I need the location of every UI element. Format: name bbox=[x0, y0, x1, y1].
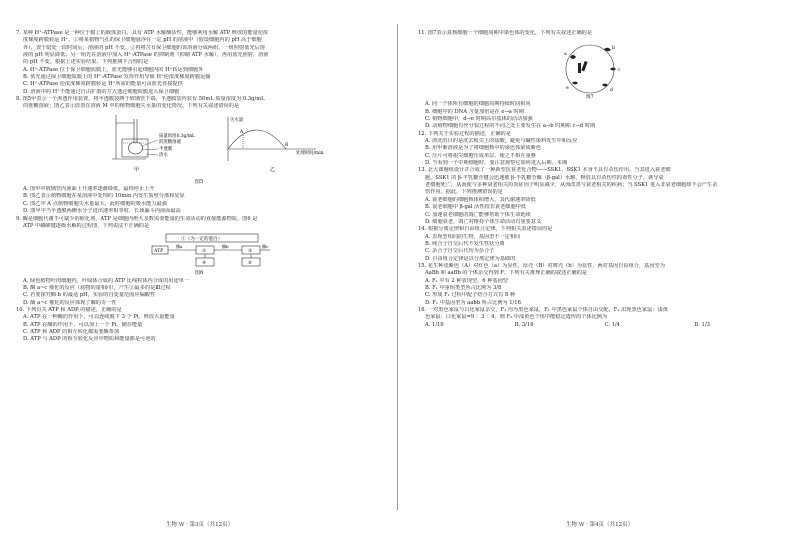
q16-option-c: C. 1/4 bbox=[604, 321, 620, 328]
box-1: ①（为一定的蛋白） bbox=[181, 237, 223, 243]
q14-option: D. 自由组合定律是以分离定律为基础的 bbox=[425, 255, 516, 262]
question-9 bbox=[16, 216, 382, 307]
q15-line: AaBb 和 aaBb 的个体杂交得到 F，下列有关推理正确的叙述正确的是 bbox=[425, 270, 587, 277]
q14-option: A. 表现型相同的生物，基因型不一定相同 bbox=[425, 233, 521, 240]
node-5: ⑤ bbox=[248, 261, 253, 267]
q15-option: A. F₁ 中有 2 种表现型，6 种基因型 bbox=[425, 277, 508, 284]
question-12 bbox=[418, 131, 784, 168]
q14-option: C. 杂合子自交后代均为杂合子 bbox=[425, 248, 495, 255]
q9-option: C. 若要探究酶 b 的最适 pH，实验的自变量范围应偏酸性 bbox=[23, 292, 156, 299]
q8-option: D. 图甲中当半透膜两侧水分子进出速率相等时，长颈漏斗内液面最高 bbox=[23, 208, 181, 215]
figure-5-caption: 图5 bbox=[194, 178, 204, 185]
q7-line: 7. 某种 H⁺-ATPase 是一种位于膜上的载体蛋白，具有 ATP 水解酶活性，能够利用水解 ATP 释放的能量逆浓 bbox=[16, 30, 269, 36]
q10-option: A. ATP 在一种酶的作用下，可以连续脱下 3 个 Pi，释放大量能量 bbox=[23, 314, 175, 321]
q12-line: 12. 下列关于实验过程的描述，正确的是 bbox=[418, 130, 511, 137]
figure-7-drawing bbox=[418, 39, 784, 99]
figure-5 bbox=[16, 113, 382, 177]
q10-line: 10. 下列有关 ATP 和 ADP 的描述，正确的是 bbox=[16, 306, 122, 313]
q13-option: B. 衰老细胞中 β-gal 活性较非衰老细胞中低 bbox=[425, 204, 527, 211]
x-axis-label: 处理时间/min bbox=[296, 150, 324, 156]
q11-option: D. 动植物细胞有丝分裂过程的不同之处主要发生在 a→b 时期和 c→d 时期 bbox=[425, 123, 596, 130]
q13-line: 老细胞死亡，从而使与多种衰老相关的炎症因子明显减少，从而改善与衰老相关的疾病；当 SSK1 进入非衰老细胞却不会产生杀 bbox=[425, 182, 718, 189]
q9-line: ATP 中磷酸键逐级水解的过程图，下列说法不正确的是 bbox=[23, 222, 150, 229]
enzyme-a: 酶a bbox=[176, 244, 183, 250]
label-jia: 甲 bbox=[134, 166, 140, 173]
q15-line: 15. 花生种皮紫色（A）对红色（a）为显性，厚壳（B）对薄壳（b）为显性，两对基因自由组合，基因型为 bbox=[418, 262, 665, 269]
q9-option: D. 酶 a~c 催化的反应体现了酶的专一性 bbox=[23, 299, 117, 306]
q10-option: B. ATP 在酶的作用下，可以加上一个 Pi，储存能量 bbox=[23, 321, 143, 328]
q7-option: A. H⁺-ATPase 位于保卫细胞质膜上，蓝光能够引起细胞内的 H⁺转运到细胞外 bbox=[23, 66, 204, 73]
question-11 bbox=[418, 30, 784, 131]
figure-6 bbox=[16, 232, 382, 268]
stage-b: b bbox=[612, 46, 615, 52]
q8-line: 8. 图5甲表示一个渗透作用装置，将半透膜袋缚于玻璃管下端，半透膜袋内装有 50mL 质量浓度为 0.3g/mL bbox=[16, 96, 265, 103]
question-10 bbox=[16, 307, 382, 344]
point-b: B bbox=[285, 142, 289, 148]
q12-option: A. 漂洗的目的是洗去根尖上的盐酸，避免与碱性染料发生中和反应 bbox=[425, 138, 578, 145]
left-column bbox=[16, 30, 382, 344]
q13-option: C. 加速衰老细胞的凋亡能够帮助个体生命延续 bbox=[425, 211, 531, 218]
question-14 bbox=[418, 226, 784, 263]
q14-option: B. 纯合子自交后代不发生性状分离 bbox=[425, 240, 505, 247]
page-divider bbox=[397, 24, 398, 510]
q7-option: B. 蓝光通过保卫细胞质膜上的 H⁺-ATPase 发挥作用导致 H⁺逆浓度梯度跨膜运输 bbox=[23, 74, 211, 81]
node-3: ③ bbox=[248, 249, 253, 255]
q8-option: A. 图甲中玻璃管内液面上升速率逐渐降低，最终停止上升 bbox=[23, 186, 155, 193]
legend-water: 清水 bbox=[159, 152, 168, 158]
label-yi: 乙 bbox=[270, 166, 276, 173]
q13-line: 胞，SSK1 的 β-半乳糖苷键会迅速被 β-半乳糖苷酶（β-gal）水解，释放具有杀伤性的毒性分子，诱导衰 bbox=[425, 174, 664, 181]
node-2: ② bbox=[202, 249, 207, 255]
legend-sucrose: 质量浓度0.3g/mL bbox=[159, 133, 195, 139]
point-a: A bbox=[240, 129, 244, 135]
q9-line: 9. 酶是细胞代谢不可缺少的催化剂，ATP 是细胞内绝大多数需要能量的生命活动的直接能源物质。图6 是 bbox=[16, 215, 258, 222]
figure-6-caption: 图6 bbox=[194, 270, 204, 277]
figure-7-caption: 图7 bbox=[586, 95, 594, 100]
q12-option: D. 当看到一个中期细胞时，要注意观察它如何进入后期、末期 bbox=[425, 160, 568, 167]
q13-option: D. 细胞衰老、凋亡对维持个体生命活动有重要意义 bbox=[425, 218, 542, 225]
question-15 bbox=[418, 263, 784, 307]
q13-line: 13. 北大课题组设计并合成了一种新型抗衰老化合物——SSK1，SSK1 本身不具有杀伤作用。当其进入衰老细 bbox=[418, 167, 671, 174]
legend-membrane: 半透膜 bbox=[159, 146, 173, 152]
page-footer-right: 生物 W · 第4页（共12页） bbox=[566, 522, 634, 528]
q10-option: D. ATP 与 ADP 的相互转化反应中物质和能量都是可逆的 bbox=[23, 336, 156, 343]
q11-line: 11. 图7表示真核细胞一个细胞周期中染色体的变化，下列有关叙述正确的是 bbox=[418, 30, 593, 36]
q16-options bbox=[418, 322, 784, 329]
node-4: ④ bbox=[202, 261, 207, 267]
q8-option: C. 图乙中 A 点植物细胞失水量最大，此时细胞的吸水能力最强 bbox=[23, 200, 167, 207]
page-footer-left: 生物 W · 第3页（共12页） bbox=[166, 522, 234, 528]
question-7 bbox=[16, 30, 382, 96]
q15-option: C. 形成 F₁ 过程中配子结合方式有 8 种 bbox=[425, 292, 516, 299]
question-8 bbox=[16, 96, 382, 215]
stage-e: e bbox=[566, 86, 569, 92]
q13-option: A. 衰老细胞的细胞核体积增大，其代谢速率降低 bbox=[425, 196, 536, 203]
q7-line: 的 pH 不变。根据上述实验结果，下列推测不合理的是 bbox=[23, 59, 149, 66]
q12-option: B. 用甲紫溶液是为了将细胞核中的染色体染成紫色 bbox=[425, 145, 542, 152]
figure-6-drawing bbox=[16, 232, 382, 268]
atp-box: ATP bbox=[154, 249, 164, 255]
figure-5-drawing bbox=[16, 113, 382, 177]
q7-line: 外），置于暗处一段时间后，溶液的 pH 不变。②再将含有保卫细胞的该溶液分成两组，一组照射蓝光后溶 bbox=[23, 44, 265, 51]
q15-option: B. F₁ 中重组类型所占比例为 3/8 bbox=[425, 284, 502, 291]
figure-7 bbox=[418, 39, 784, 99]
q9-option: B. 酶 a~c 催化的反应（底物的量相同），产生⑤最多的是Ⅲ过程 bbox=[23, 284, 171, 291]
enzyme-b: 酶b bbox=[222, 244, 229, 250]
q11-option: A. 同一个体所有细胞的细胞周期持续时间相同 bbox=[425, 101, 531, 108]
q9-option: A. 绿色植物叶肉细胞内，叶绿体合成的 ATP 比线粒体内合成的用途单一 bbox=[23, 277, 190, 284]
right-column bbox=[418, 30, 784, 329]
stage-c: c bbox=[618, 68, 621, 74]
q16-option-b: B. 3/16 bbox=[514, 321, 534, 328]
q16-line: 色家鼠：白化家鼠=9 ：3 ：4，则 F₂ 中浅黄色个体中能稳定遗传的个体比例为 bbox=[425, 314, 608, 321]
q16-line: 16. 一对黑色家鼠与白化家鼠杂交，F₁ 均为黑色家鼠，F₁ 中黑色家鼠个体自由交配，F₂ 出现黑色家鼠：浅黄 bbox=[418, 306, 668, 313]
legend-sucrose-2: 的蔗糖溶液 bbox=[159, 139, 181, 145]
q14-line: 14. 根据分离定律和自由组合定律，下列相关表述错误的是 bbox=[418, 226, 553, 233]
q13-line: 伤作用。据此，下列推测错误的是 bbox=[425, 189, 503, 196]
q16-option-d: D. 1/3 bbox=[694, 321, 710, 328]
stage-d: d bbox=[610, 88, 613, 94]
stage-a: a bbox=[564, 52, 567, 58]
q10-option: C. ATP 和 ADP 的相互转化都需要酶参加 bbox=[23, 328, 120, 335]
q11-option: C. 植物细胞中，d→e 时期高尔基体的活动加强 bbox=[425, 116, 533, 123]
q8-option: B. 图乙表示植物细胞在某溶液中处理的 10min 内发生质壁分离和复原 bbox=[23, 193, 185, 200]
y-axis-label: 失水量 bbox=[230, 117, 244, 123]
enzyme-c: 酶c bbox=[262, 244, 269, 250]
question-16 bbox=[418, 307, 784, 329]
q7-option: C. H⁺-ATPase 逆浓度梯度跨膜转运 H⁺所需的能量可由蓝光直接提供 bbox=[23, 81, 183, 88]
q16-option-a: A. 1/16 bbox=[425, 321, 444, 328]
q15-option: D. F₁ 中基因型为 aabb 所占比例为 1/16 bbox=[425, 299, 521, 306]
q7-line: 液的 pH 明显降低；另一组先在溶液中加入 H⁺-ATPase 的抑制剂（抑制 ATP 水解），再用蓝光照射，溶液 bbox=[23, 52, 269, 59]
question-13 bbox=[418, 167, 784, 226]
q11-option: B. 细胞中的 DNA 含量加倍是在 e→a 时期 bbox=[425, 108, 524, 115]
q7-option: D. 溶液中的 H⁺不能通过自由扩散的方式透过细胞质膜进入保卫细胞 bbox=[23, 88, 180, 95]
q8-line: 的蔗糖溶液；图乙表示放置在溶液 M 中的植物细胞失水量的变化情况。下列有关叙述错误的是 bbox=[23, 103, 240, 110]
q7-line: 度梯度跨膜转运 H⁺。①将某植物气孔的保卫细胞悬浮在一定 pH 的溶液中（假设细胞内的 pH 高于细胞 bbox=[23, 37, 262, 44]
q12-option: C. 压片可将根尖细胞压成单层，使之不相互重叠 bbox=[425, 152, 536, 159]
